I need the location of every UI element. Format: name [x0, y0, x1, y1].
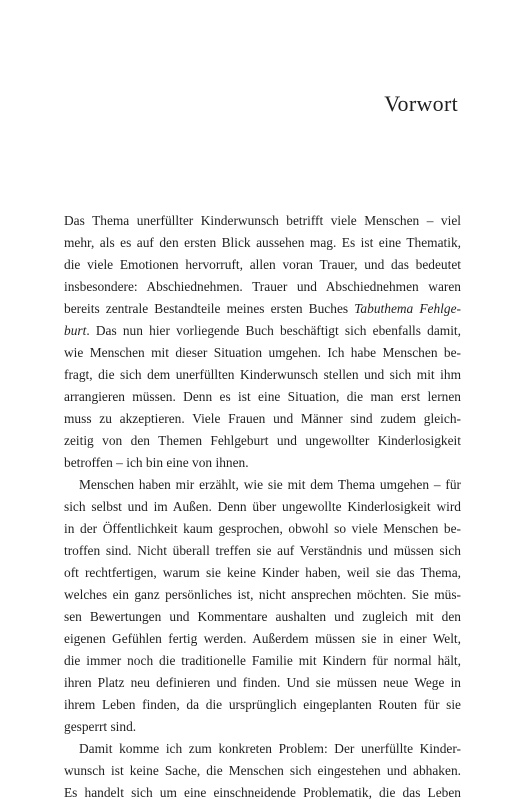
- text-line: fragt, die sich dem unerfüllten Kinderwunsch stellen und sich mit ihm: [64, 367, 461, 382]
- text-line: Das Thema unerfüllter Kinderwunsch betrifft viele Menschen – viel: [64, 213, 461, 228]
- text-line: mehr, als es auf den ersten Blick aussehen mag. Es ist eine Thematik,: [64, 235, 461, 250]
- text-line: gesperrt sind.: [64, 719, 137, 734]
- book-title-italic: Tabuthema Fehlge-: [354, 301, 461, 316]
- text-line: welches ein ganz persönliches ist, nicht ansprechen möchten. Sie müs-: [64, 587, 461, 602]
- text-line: insbesondere: Abschiednehmen. Trauer und Abschiednehmen waren: [64, 279, 461, 294]
- text-line: troffen sind. Nicht überall treffen sie auf Verständnis und müssen sich: [64, 543, 461, 558]
- text-line: zeitig von den Themen Fehlgeburt und ungewollter Kinderlosigkeit: [64, 433, 461, 448]
- paragraph: [64, 738, 461, 804]
- text-line: wunsch ist keine Sache, die Menschen sich eingestehen und abhaken.: [64, 763, 461, 778]
- text-line: eigenen Gefühlen fertig werden. Außerdem müssen sie in einer Welt,: [64, 631, 461, 646]
- text-line: die viele Emotionen hervorruft, allen voran Trauer, und das bedeutet: [64, 257, 461, 272]
- text-line: [64, 298, 461, 320]
- text-line: in der Öffentlichkeit kaum gesprochen, obwohl so viele Menschen be-: [64, 521, 461, 536]
- text-line: [64, 320, 461, 342]
- text-line: Damit komme ich zum konkreten Problem: Der unerfüllte Kinder-: [79, 741, 461, 756]
- text-line: muss zu akzeptieren. Viele Frauen und Männer sind zudem gleich-: [64, 411, 461, 426]
- text-line: Es handelt sich um eine einschneidende Problematik, die das Leben: [64, 785, 461, 800]
- text-line: sich selbst und im Außen. Denn über ungewollte Kinderlosigkeit wird: [64, 499, 461, 514]
- text-line: betroffen – ich bin eine von ihnen.: [64, 455, 249, 470]
- text-run: . Das nun hier vorliegende Buch beschäftigt sich ebenfalls damit,: [86, 323, 461, 338]
- text-line: oft rechtfertigen, warum sie keine Kinder haben, weil sie das Thema,: [64, 565, 461, 580]
- text-line: Menschen haben mir erzählt, wie sie mit dem Thema umgehen – für: [79, 477, 461, 492]
- text-line: arrangieren müssen. Denn es ist eine Situation, die man erst lernen: [64, 389, 461, 404]
- book-title-italic: burt: [64, 323, 87, 338]
- paragraph: [64, 210, 461, 474]
- text-line: ihren Platz neu definieren und finden. Und sie müssen neue Wege in: [64, 675, 461, 690]
- body-text: [64, 210, 461, 804]
- text-run: bereits zentrale Bestandteile meines ersten Buches: [64, 301, 355, 316]
- text-line: die immer noch die traditionelle Familie mit Kindern für normal hält,: [64, 653, 461, 668]
- text-line: ihrem Leben finden, da die ursprünglich eingeplanten Routen für sie: [64, 697, 461, 712]
- text-line: wie Menschen mit dieser Situation umgehen. Ich habe Menschen be-: [64, 345, 461, 360]
- chapter-title: Vorwort: [384, 91, 458, 116]
- paragraph: [64, 474, 461, 738]
- text-line: sen Bewertungen und Kommentare aushalten und zugleich mit den: [64, 609, 461, 624]
